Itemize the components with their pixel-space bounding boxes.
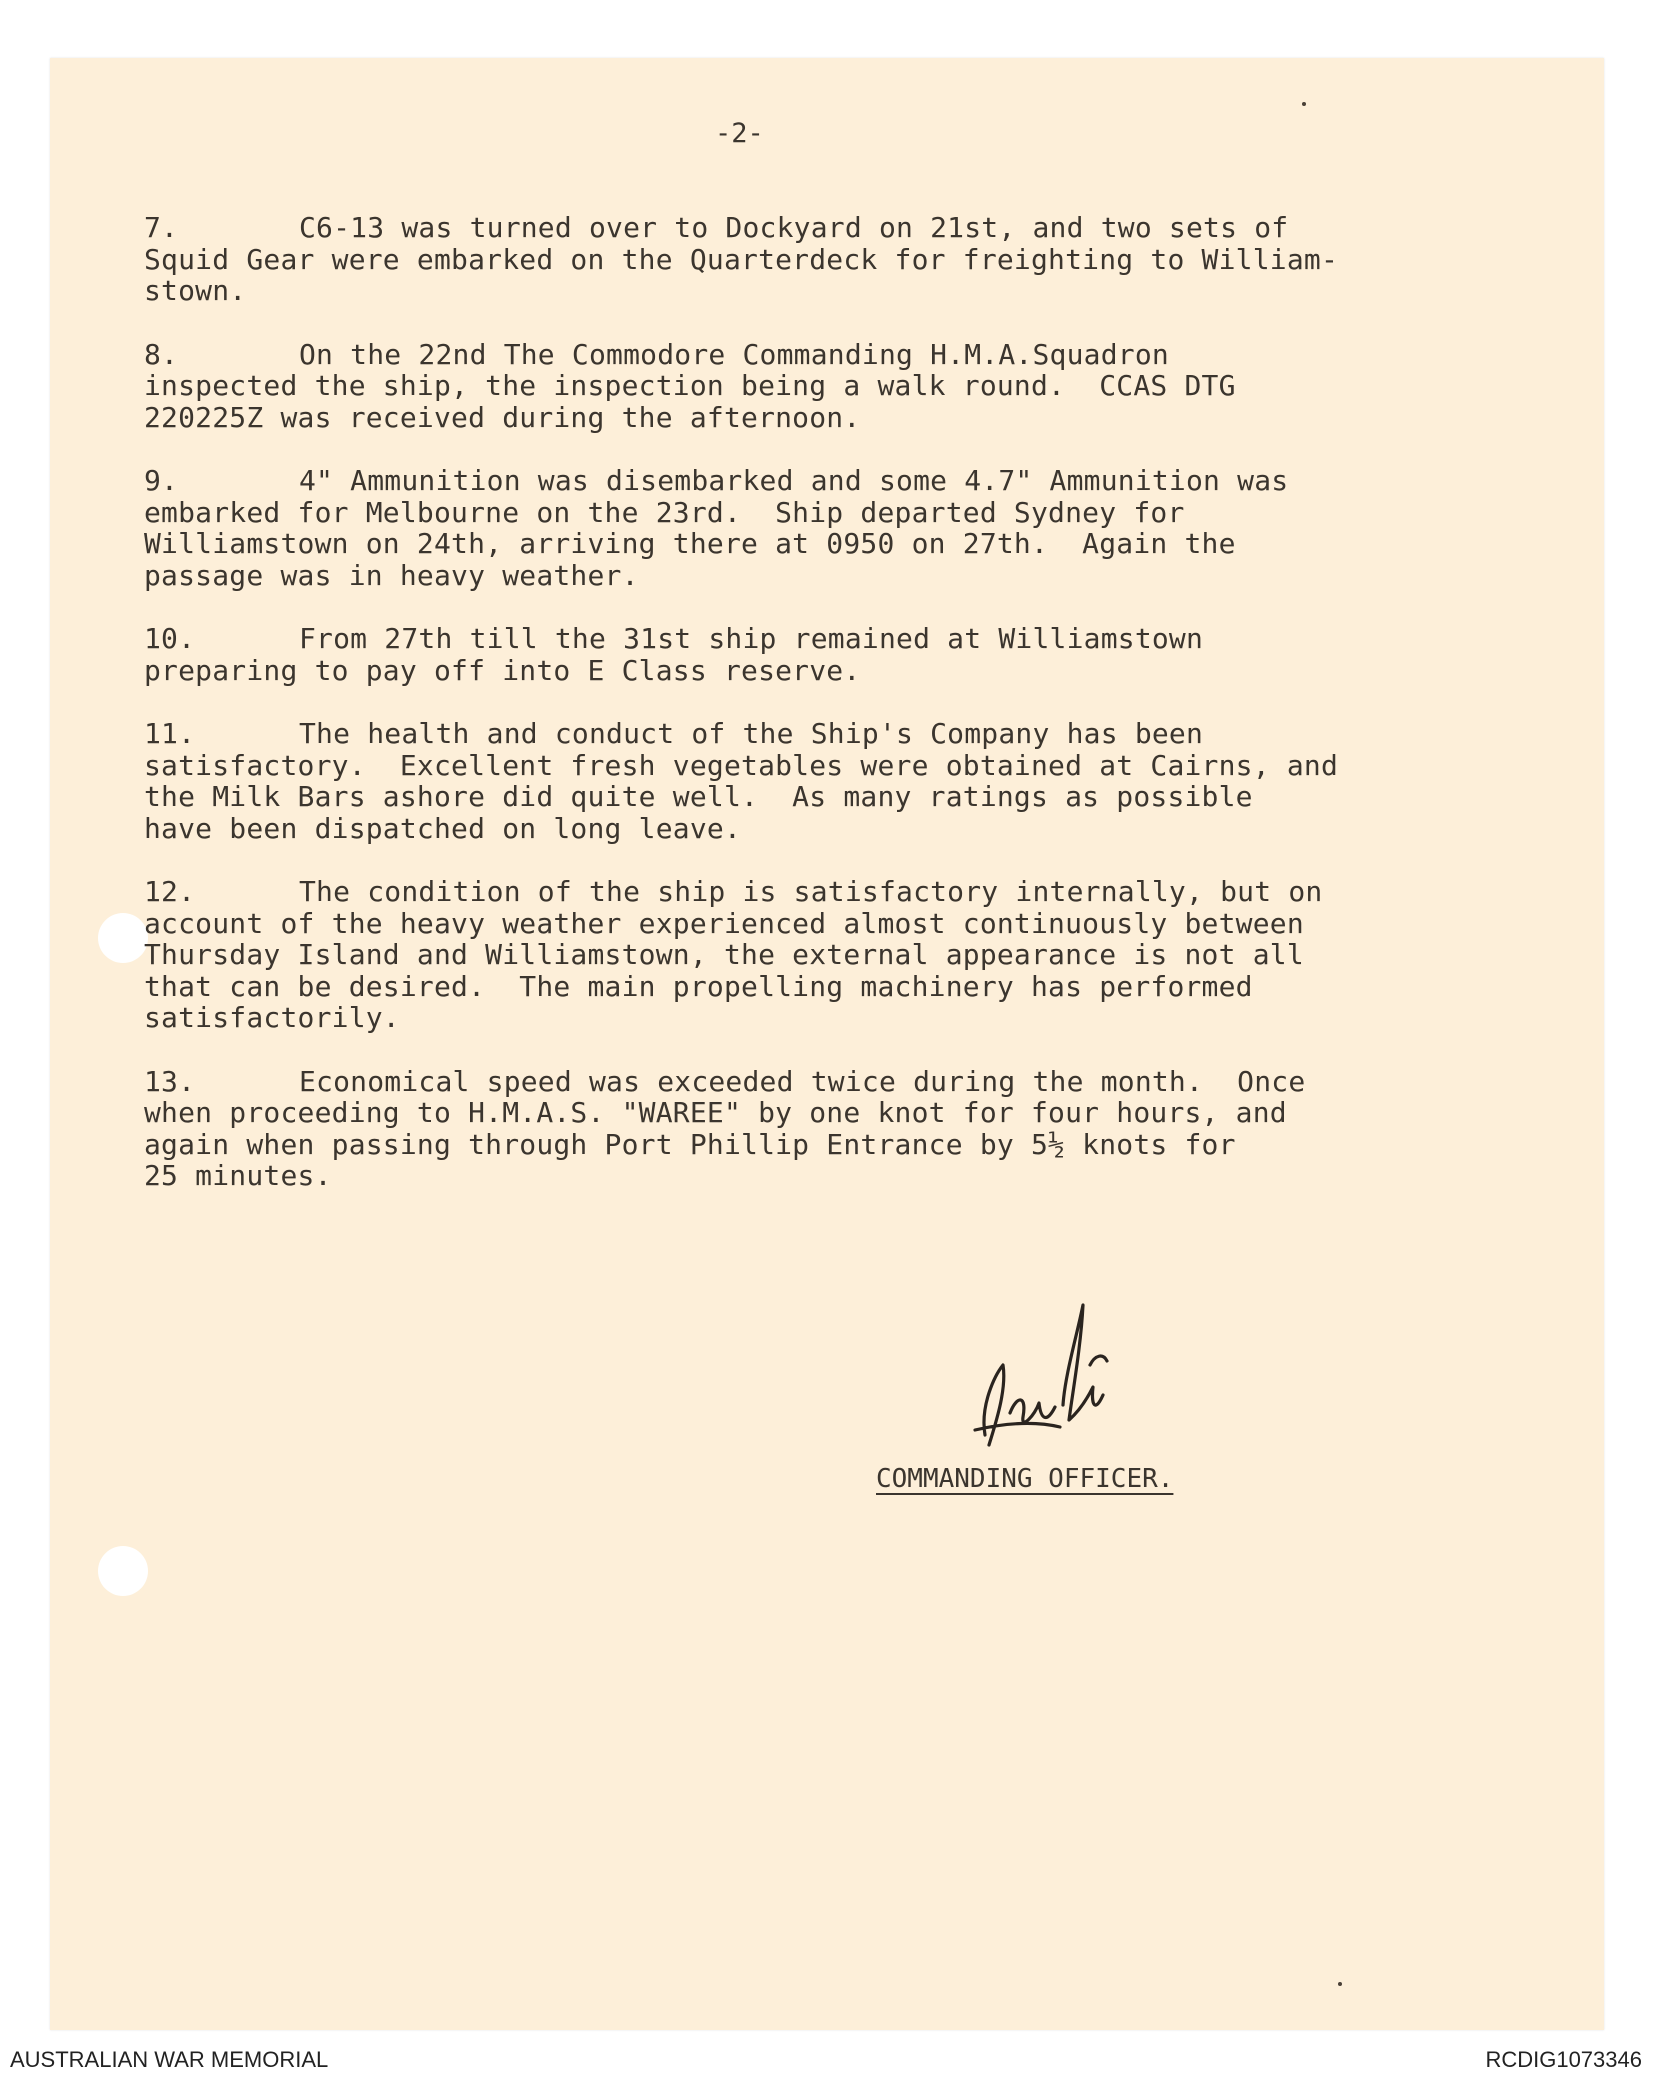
paragraph-11 (144, 718, 1574, 844)
paragraph-number: 9. (144, 464, 179, 497)
paragraph-number: 13. (144, 1064, 196, 1098)
footer-source: AUSTRALIAN WAR MEMORIAL (10, 2047, 329, 2072)
paragraph-number: 12. (144, 875, 196, 908)
paragraph-8 (144, 339, 1574, 434)
document-body (144, 212, 1574, 1224)
page-number: -2- (715, 118, 764, 149)
paragraph-text: The health and conduct of the Ship's Company has been satisfactory. Excellent fresh vegetables were obtained at Cairns, and the Milk Bars ashore did quite well. As many ratings as possible have been dispatched on long leave. (144, 717, 1339, 845)
paragraph-12 (144, 876, 1574, 1034)
paragraph-text: The condition of the ship is satisfactory internally, but on account of the heavy weather experienced almost continuously between Thursday Island and Williamstown, the external appearance is not all that can be desired. The main propelling machinery has performed satisfactorily. (144, 875, 1323, 1034)
handwritten-signature (965, 1295, 1125, 1460)
paper-speck (1302, 102, 1306, 106)
paragraph-text: Economical speed was exceeded twice during the month. Once when proceeding to H.M.A.S. "WAREE" by one knot for four hours, and again when passing through Port Phillip Entrance by 5½ knots for 25 minutes. (144, 1064, 1306, 1192)
footer-id: RCDIG1073346 (1485, 2047, 1642, 2072)
paragraph-number: 10. (144, 622, 196, 655)
paragraph-13 (144, 1066, 1574, 1192)
paragraph-text: From 27th till the 31st ship remained at Williamstown preparing to pay off into E Class reserve. (144, 622, 1204, 687)
paragraph-text: 4" Ammunition was disembarked and some 4.7" Ammunition was embarked for Melbourne on the 23rd. Ship departed Sydney for Williamstown on 24th, arriving there at 0950 on 27th. Again the passage was in heavy weather. (144, 464, 1289, 592)
paragraph-9 (144, 465, 1574, 591)
paragraph-7 (144, 212, 1574, 307)
paragraph-text: C6-13 was turned over to Dockyard on 21st, and two sets of Squid Gear were embarked on the Quarterdeck for freighting to William- stown. (144, 211, 1339, 307)
paragraph-text: On the 22nd The Commodore Commanding H.M.A.Squadron inspected the ship, the inspection being a walk round. CCAS DTG 220225Z was received during the afternoon. (144, 337, 1236, 434)
paper-speck (1338, 1982, 1342, 1986)
signoff-title: COMMANDING OFFICER. (876, 1464, 1174, 1494)
punch-hole (98, 913, 148, 963)
paragraph-number: 11. (144, 717, 196, 750)
punch-hole (98, 1546, 148, 1596)
paragraph-number: 7. (144, 211, 179, 244)
paragraph-10 (144, 623, 1574, 686)
paragraph-number: 8. (144, 337, 179, 371)
